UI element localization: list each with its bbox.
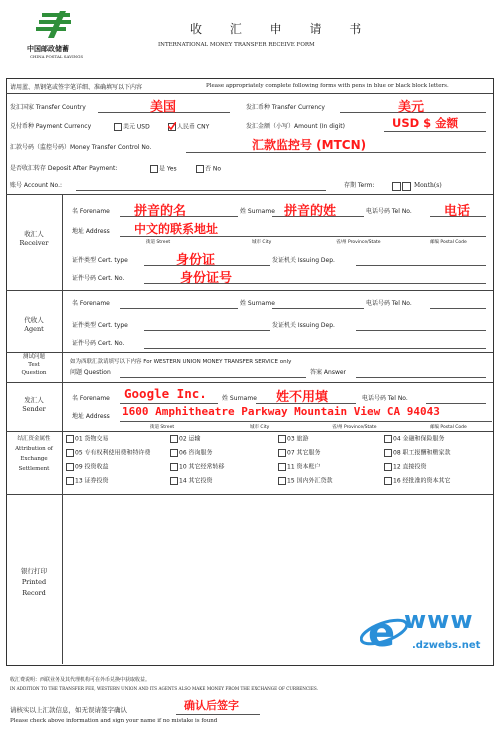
footer-check-en: Please check above information and sign your name if no mistake is found bbox=[10, 718, 218, 724]
attribution-option[interactable] bbox=[170, 435, 201, 444]
sender-address-line bbox=[120, 421, 492, 422]
attribution-option-label: 09 投资收益 bbox=[75, 463, 109, 471]
checkmark-icon bbox=[168, 122, 176, 130]
test-title-en2: Question bbox=[21, 370, 47, 376]
attribution-option-label: 02 运输 bbox=[179, 435, 201, 443]
divider bbox=[6, 290, 493, 291]
attribution-option-label: 15 国内外汇贷款 bbox=[287, 477, 333, 485]
agent-issuing-line[interactable] bbox=[356, 330, 486, 331]
attribution-checkbox[interactable] bbox=[66, 449, 74, 457]
divider bbox=[6, 431, 493, 432]
test-title-cn: 测试问题 bbox=[22, 354, 45, 360]
attribution-title-en2: Exchange bbox=[20, 456, 48, 462]
deposit-yes-label: 是 Yes bbox=[159, 165, 177, 173]
receiver-cert-type-label: 证件类型 Cert. type bbox=[72, 257, 128, 264]
receiver-forename-value[interactable]: 拼音的名 bbox=[134, 204, 187, 219]
term-label: 存期 Term: bbox=[344, 182, 375, 189]
agent-title-en: Agent bbox=[24, 325, 44, 333]
amount-value[interactable]: USD $ 金额 bbox=[392, 116, 459, 130]
footer-note-cn: 收汇费说明：西联业务及其代理机构可在外币兑换中获取收益。 bbox=[10, 677, 151, 683]
receiver-title-cn: 收汇人 bbox=[24, 230, 44, 238]
sender-address-label: 地址 Address bbox=[72, 413, 110, 420]
receiver-cert-type-value[interactable]: 身份证 bbox=[176, 253, 216, 268]
term-box-2[interactable] bbox=[402, 182, 411, 191]
receiver-address-value[interactable]: 中文的联系地址 bbox=[134, 222, 219, 236]
attribution-option[interactable] bbox=[278, 463, 321, 472]
receiver-cert-no-label: 证件号码 Cert. No. bbox=[72, 275, 125, 282]
receiver-forename-label: 名 Forename bbox=[72, 208, 110, 215]
receiver-address-label: 地址 Address bbox=[72, 228, 110, 235]
receiver-street-sub: 街道 Street bbox=[146, 240, 171, 245]
sender-province-sub: 省/州 Province/State bbox=[332, 425, 377, 430]
attribution-checkbox[interactable] bbox=[278, 463, 286, 471]
form-title-cn: 收 汇 申 请 书 bbox=[190, 22, 374, 36]
sender-surname-label: 姓 Surname bbox=[222, 395, 257, 402]
attribution-option-label: 12 直接投资 bbox=[393, 463, 427, 471]
svg-text:e: e bbox=[368, 610, 396, 654]
attribution-checkbox[interactable] bbox=[384, 449, 392, 457]
form-title-en: INTERNATIONAL MONEY TRANSFER RECEIVE FORM bbox=[158, 42, 315, 48]
attribution-option-label: 04 金融和保险服务 bbox=[393, 435, 445, 443]
attribution-checkbox[interactable] bbox=[170, 463, 178, 471]
receiver-postal-sub: 邮编 Postal Code bbox=[430, 240, 467, 245]
payment-cny-label: 人民币 CNY bbox=[177, 123, 210, 131]
amount-line bbox=[384, 131, 486, 132]
attribution-checkbox[interactable] bbox=[170, 435, 178, 443]
watermark-domain: .dzwebs.net bbox=[412, 640, 481, 651]
agent-cert-type-line[interactable] bbox=[144, 330, 270, 331]
test-answer-line[interactable] bbox=[356, 377, 486, 378]
attribution-option-label: 10 其它经常转移 bbox=[179, 463, 225, 471]
divider bbox=[6, 494, 493, 495]
sender-tel-label: 电话号码 Tel No. bbox=[362, 395, 408, 402]
attribution-option[interactable] bbox=[384, 449, 451, 458]
agent-cert-type-label: 证件类型 Cert. type bbox=[72, 322, 128, 329]
attribution-checkbox[interactable] bbox=[384, 435, 392, 443]
test-answer-label: 答案 Answer bbox=[310, 369, 347, 376]
sender-section-label bbox=[6, 396, 62, 414]
test-question-label: 问题 Question bbox=[70, 369, 111, 376]
term-box-1[interactable] bbox=[392, 182, 401, 191]
agent-section-label bbox=[6, 316, 62, 334]
instruction-cn: 请用蓝、黑钢笔或签字笔详细、准确填写以下内容 bbox=[10, 84, 143, 91]
sender-forename-line bbox=[120, 403, 218, 404]
agent-forename-label: 名 Forename bbox=[72, 300, 110, 307]
postal-logo-icon bbox=[36, 10, 76, 44]
sign-label: 请核实以上汇款信息，如无误请签字确认 bbox=[10, 706, 127, 714]
receiver-tel-value[interactable]: 电话 bbox=[444, 204, 471, 219]
attribution-title-cn: 结汇资金属性 bbox=[17, 436, 51, 442]
attribution-option-label: 08 职工报酬和赡家款 bbox=[393, 449, 451, 457]
signature-line bbox=[176, 714, 260, 715]
attribution-checkbox[interactable] bbox=[66, 435, 74, 443]
instruction-en: Please appropriately complete following forms with pens in blue or black block letters. bbox=[206, 83, 449, 89]
org-name-cn: 中国邮政储蓄 bbox=[27, 45, 69, 53]
attribution-checkbox[interactable] bbox=[278, 449, 286, 457]
test-note: 如为西联汇款请填写以下内容 For WESTERN UNION MONEY TRANSFER SERVICE only bbox=[70, 359, 292, 365]
divider bbox=[6, 93, 493, 94]
attribution-option[interactable] bbox=[278, 477, 333, 486]
agent-cert-no-line[interactable] bbox=[144, 348, 486, 349]
checkbox-cny[interactable] bbox=[168, 123, 176, 131]
receiver-cert-no-value[interactable]: 身份证号 bbox=[180, 271, 233, 286]
attribution-option[interactable] bbox=[66, 463, 109, 472]
checkbox-yes[interactable] bbox=[150, 165, 158, 173]
attribution-checkbox[interactable] bbox=[170, 477, 178, 485]
sender-postal-sub: 邮编 Postal Code bbox=[430, 425, 467, 430]
sender-tel-line[interactable] bbox=[426, 403, 486, 404]
postal-logo bbox=[36, 10, 76, 44]
payment-usd-option[interactable] bbox=[114, 123, 150, 132]
divider bbox=[6, 352, 493, 353]
agent-cert-no-label: 证件号码 Cert. No. bbox=[72, 340, 125, 347]
attribution-option-label: 01 货物交易 bbox=[75, 435, 109, 443]
agent-surname-label: 姓 Surname bbox=[240, 300, 275, 307]
attribution-option[interactable] bbox=[66, 435, 109, 444]
receiver-title-en: Receiver bbox=[19, 239, 49, 247]
attribution-option[interactable] bbox=[278, 449, 321, 458]
sender-title-en: Sender bbox=[22, 405, 46, 413]
mtcn-value[interactable]: 汇款监控号 (MTCN) bbox=[252, 138, 367, 152]
attribution-option[interactable] bbox=[66, 449, 151, 458]
sender-surname-value[interactable]: 姓不用填 bbox=[276, 390, 329, 405]
receiver-surname-label: 姓 Surname bbox=[240, 208, 275, 215]
sender-address-value[interactable]: 1600 Amphitheatre Parkway Mountain View CA 94043 bbox=[122, 405, 440, 418]
deposit-no-option[interactable] bbox=[196, 165, 221, 174]
footer-note-en: IN ADDITION TO THE TRANSFER FEE, WESTERN UNION AND ITS AGENTS ALSO MAKE MONEY FROM THE EXCHANGE OF CURRENCIES. bbox=[10, 686, 318, 691]
attribution-checkbox[interactable] bbox=[66, 477, 74, 485]
divider bbox=[6, 382, 493, 383]
transfer-currency-label: 发汇币种 Transfer Currency bbox=[246, 104, 325, 111]
sender-street-sub: 街道 Street bbox=[150, 425, 175, 430]
transfer-country-value[interactable]: 美国 bbox=[150, 100, 177, 115]
account-label: 账号 Account No.: bbox=[10, 182, 63, 189]
test-section-label bbox=[6, 353, 62, 377]
attribution-option-label: 05 专有权利使用费和特许费 bbox=[75, 449, 151, 457]
attribution-option[interactable] bbox=[170, 463, 225, 472]
attribution-checkbox[interactable] bbox=[170, 449, 178, 457]
attribution-checkbox[interactable] bbox=[66, 463, 74, 471]
receiver-tel-label: 电话号码 Tel No. bbox=[366, 208, 412, 215]
attribution-option-label: 16 经批准的资本其它 bbox=[393, 477, 451, 485]
mtcn-label: 汇款号码（监控号码）Money Transfer Control No. bbox=[10, 144, 152, 151]
sender-forename-label: 名 Forename bbox=[72, 395, 110, 402]
org-name-en: CHINA POSTAL SAVINGS bbox=[30, 54, 84, 59]
watermark-logo bbox=[360, 602, 488, 662]
divider bbox=[6, 194, 493, 195]
attribution-option[interactable] bbox=[66, 477, 109, 486]
attribution-checkbox[interactable] bbox=[278, 435, 286, 443]
attribution-checkbox[interactable] bbox=[384, 477, 392, 485]
transfer-country-label: 发汇国家 Transfer Country bbox=[10, 104, 86, 111]
sender-forename-value[interactable]: Google Inc. bbox=[124, 386, 207, 401]
agent-tel-label: 电话号码 Tel No. bbox=[366, 300, 412, 307]
agent-title-cn: 代收人 bbox=[24, 316, 44, 324]
checkbox-usd[interactable] bbox=[114, 123, 122, 131]
receiver-section-label bbox=[6, 230, 62, 248]
watermark-www: www bbox=[404, 606, 474, 634]
amount-label: 发汇金额（小写）Amount (In digit) bbox=[246, 123, 345, 130]
attribution-checkbox[interactable] bbox=[384, 463, 392, 471]
attribution-option-label: 11 资本账户 bbox=[287, 463, 321, 471]
receiver-issuing-line[interactable] bbox=[356, 265, 486, 266]
deposit-yes-option[interactable] bbox=[150, 165, 177, 174]
payment-usd-label: 美元 USD bbox=[123, 123, 150, 131]
attribution-option[interactable] bbox=[170, 449, 213, 458]
attribution-title-en1: Attribution of bbox=[15, 446, 53, 452]
attribution-option-label: 06 咨询服务 bbox=[179, 449, 213, 457]
attribution-section-label bbox=[6, 434, 62, 474]
attribution-option[interactable] bbox=[278, 435, 309, 444]
payment-currency-label: 兑付币种 Payment Currency bbox=[10, 123, 92, 130]
payment-cny-option[interactable] bbox=[168, 123, 209, 132]
attribution-option[interactable] bbox=[384, 435, 445, 444]
account-line[interactable] bbox=[76, 190, 326, 191]
agent-issuing-label: 发证机关 Issuing Dep. bbox=[272, 322, 335, 329]
signature-value[interactable]: 确认后签字 bbox=[184, 699, 239, 712]
receiver-surname-value[interactable]: 拼音的姓 bbox=[284, 204, 337, 219]
term-boxes[interactable] bbox=[392, 182, 412, 191]
agent-tel-line[interactable] bbox=[430, 308, 486, 309]
sender-title-cn: 发汇人 bbox=[24, 396, 44, 404]
printed-title-en1: Printed bbox=[21, 578, 47, 586]
attribution-checkbox[interactable] bbox=[278, 477, 286, 485]
agent-forename-line[interactable] bbox=[120, 308, 238, 309]
attribution-option-label: 07 其它服务 bbox=[287, 449, 321, 457]
receiver-province-sub: 省/州 Province/State bbox=[336, 240, 381, 245]
checkbox-no[interactable] bbox=[196, 165, 204, 173]
receiver-city-sub: 城市 City bbox=[252, 240, 272, 245]
sender-city-sub: 城市 City bbox=[250, 425, 270, 430]
attribution-option-label: 03 旅游 bbox=[287, 435, 309, 443]
deposit-no-label: 否 No bbox=[205, 165, 222, 173]
deposit-label: 是否收汇转存 Deposit After Payment: bbox=[10, 165, 118, 172]
receiver-issuing-label: 发证机关 Issuing Dep. bbox=[272, 257, 335, 264]
attribution-option[interactable] bbox=[170, 477, 213, 486]
attribution-option[interactable] bbox=[384, 477, 451, 486]
left-column-divider bbox=[62, 194, 63, 664]
attribution-grid bbox=[66, 435, 490, 491]
attribution-option-label: 13 证券投资 bbox=[75, 477, 109, 485]
ie-e-icon bbox=[360, 608, 410, 654]
month-label: Month(s) bbox=[414, 182, 442, 189]
transfer-currency-value[interactable]: 美元 bbox=[398, 100, 425, 115]
attribution-title-en3: Settlement bbox=[18, 466, 50, 472]
printed-section-label bbox=[6, 566, 62, 599]
printed-title-cn: 银行打印 bbox=[21, 567, 47, 575]
agent-surname-line[interactable] bbox=[272, 308, 364, 309]
test-title-en1: Test bbox=[28, 362, 40, 368]
attribution-option-label: 14 其它投资 bbox=[179, 477, 213, 485]
test-question-line[interactable] bbox=[120, 377, 306, 378]
printed-title-en2: Record bbox=[22, 589, 46, 597]
attribution-option[interactable] bbox=[384, 463, 427, 472]
